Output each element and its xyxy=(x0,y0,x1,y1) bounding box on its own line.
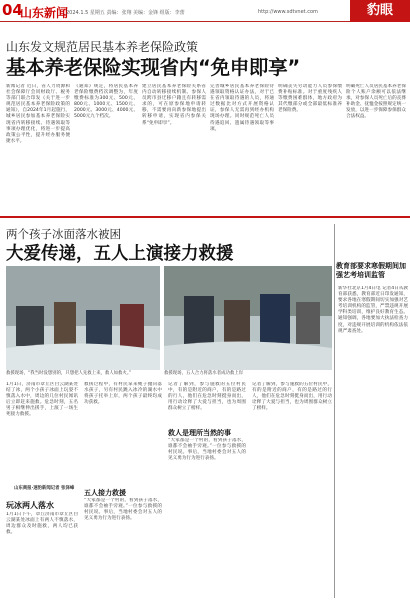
top-story-col-1: 新闻记者 近日，省人力资源和社会保障厅会同财政厅、税务等部门联合印发《关于进一步规范居民基本养老保险政策的通知》，自2024年1月起施行，城乡居民参加基本养老保险实现省内转移接续、待遇领取等事项办理优化，将进一步提高政策公平性，提升经办服务便捷水平。 xyxy=(6,84,70,144)
top-story-col-2: 《通知》规定，将居民基本养老保险缴费档次调整为，年度缴费标准为300元、500元、800元、1000元、1500元、2000元、3000元、4000元、5000元九个档次。 xyxy=(74,84,138,120)
feature-col-b: 救援过程中，有村民拿来绳子抛向落水孩子，另有村民跳入冰冷的湖水中将孩子托举上岸，两个孩子最终均成功获救。 xyxy=(84,382,162,406)
feature-author: 山东商报·速豹新闻记者 张泽峰 xyxy=(14,486,75,491)
brief-headline: 玩冰两人落水 xyxy=(6,501,54,510)
feature-subhead-1: 五人接力救援 xyxy=(84,489,126,497)
feature-col-a: 1月1日，济南市章丘区白云湖某处结了冰，两个小孩子冰面上玩耍不慎落入水中，周边的几位村民闻讯后立即赶来施救。危急时刻，五名男子相继伸出援手，上演了一场生死接力救援。 xyxy=(6,382,78,418)
feature-kicker: 两个孩子冰面落水被困 xyxy=(6,227,121,241)
masthead xyxy=(0,0,410,22)
top-story-headline: 基本养老保险实现省内“免申即享” xyxy=(6,56,300,79)
feature-col-c: “大家都是一个村的，看到孩子落水，谁都不会袖手旁观。”一位参与救援的村民说。事后，当地村委会对五人的见义勇为行为进行表扬。 xyxy=(84,498,162,522)
feature-col-c-cont: “大家都是一个村的，看到孩子落水，谁都不会袖手旁观。”一位参与救援的村民说。事后，当地村委会对五人的见义勇为行为进行表扬。 xyxy=(168,438,246,462)
top-story-col-3: 建立居民基本养老保险关系省内自动转移接续机制。参保人员跨市县迁移户籍且有转移需求的，可在原参保地申请转移，不需要再向新参保地提出转移申请，实现省内参保关系“免申即享”。 xyxy=(142,84,206,126)
top-story-col-4: 完善城乡居民基本养老保险待遇领取资格认证办法，对于已在省内领取待遇的人员，将通过数据比对方式开展资格认证，参保人无需再到经办机构现场办理。同时规范死亡人员待遇追回、遗属待遇领取等事项。 xyxy=(210,84,274,132)
sidebar-body: 新华社北京1月4日电 记者4日从教育部获悉，教育部近日印发通知，要求各地在寒假期间切实加强对艺考培训机构的监管，严禁违规开展学科类培训，维护良好教育生态。通知强调，各地要加大执法检查力度，对违规开展培训的机构依法依规严肃查处。 xyxy=(338,286,408,334)
photo-caption-2: 救援现场，五人合力将落水者成功救上岸 xyxy=(164,371,244,376)
rescue-photo-2 xyxy=(164,266,332,370)
brand-logo: 豹眼 xyxy=(350,0,410,22)
column-rule xyxy=(334,224,335,598)
section-name: 山东新闻 xyxy=(20,6,69,20)
feature-col-d: 记者了解到，参与施救的五位村民中，有的是附近的商户，有的是路过的行人，他们在危急时刻挺身而出，用行动诠释了大爱与担当，也为周围群众树立了榜样。 xyxy=(168,382,246,412)
feature-headline: 大爱传递，五人上演接力救援 xyxy=(6,244,234,264)
top-story-col-5: 明确丧失劳动能力人员参保缴费补贴标准。对于重度残疾人等缴费困难群体，地方政府为其代缴部分或全部最低标准养老保险费。 xyxy=(278,84,342,114)
feature-col-d-cont: 记者了解到，参与施救的五位村民中，有的是附近的商户，有的是路过的行人，他们在危急时刻挺身而出，用行动诠释了大爱与担当，也为周围群众树立了榜样。 xyxy=(252,382,332,412)
rescue-photo-1 xyxy=(6,266,160,370)
brief-body: 1月1日下午，章丘济南市章丘区白云湖某处冰面上有两人不慎落水，周边群众及时施救，两人均已获救。 xyxy=(6,512,78,536)
page-number: 04 xyxy=(2,1,23,19)
sidebar-headline: 教育部要求寒假期间加强艺考培训监管 xyxy=(336,262,406,279)
section-divider xyxy=(0,216,410,218)
site-url: http://www.sdtvnet.com xyxy=(258,9,318,15)
issue-meta: 2024.1.5 星期五 责编：张翔 美编：金锋 组版：李蕾 xyxy=(66,10,185,16)
top-story-col-6: 明确死亡人员居民基本养老保险个人账户余额可以依法继承，对参保人员死亡后的丧葬补助金、抚恤金按照规定统一发放，以进一步保障参保群众合法权益。 xyxy=(346,84,406,120)
feature-subhead-2: 救人是理所当然的事 xyxy=(168,429,231,437)
top-story-kicker: 山东发文规范居民基本养老保险政策 xyxy=(6,40,199,54)
photo-caption-1: 救援现场，“我当时没想别的，只想把人先救上来，救人如救火。” xyxy=(6,371,132,376)
